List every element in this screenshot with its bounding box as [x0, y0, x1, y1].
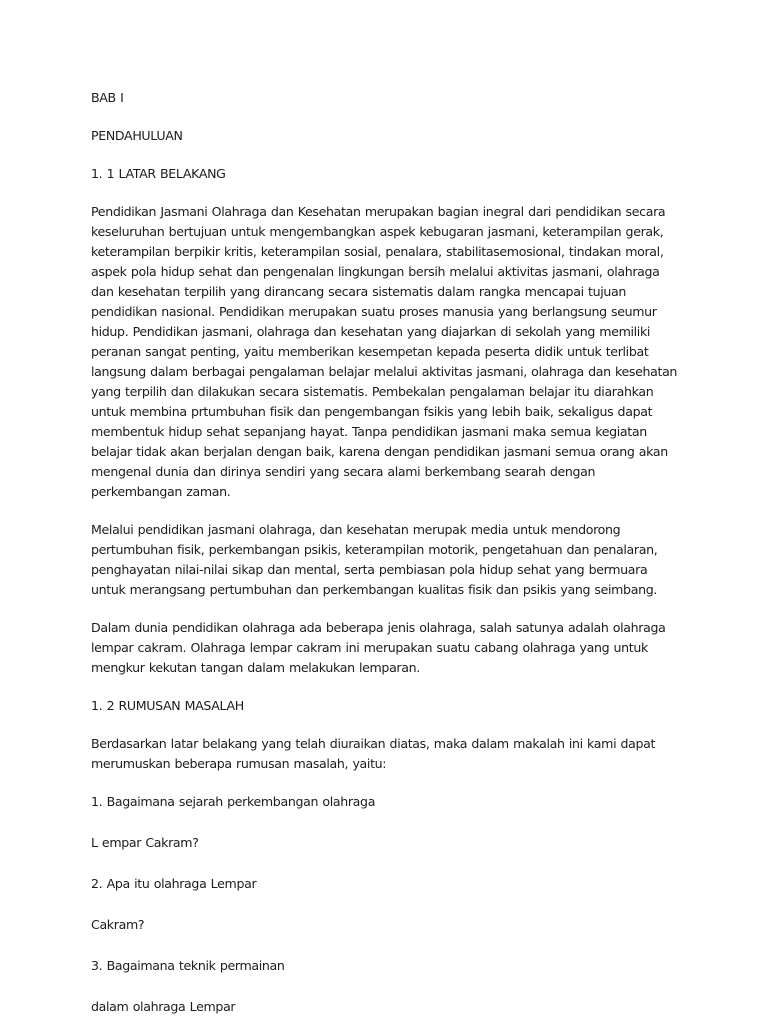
section-heading-latar-belakang: 1. 1 LATAR BELAKANG — [91, 166, 226, 181]
paragraph-latar-belakang-2: Melalui pendidikan jasmani olahraga, dan kesehatan merupak media untuk mendorong pertumbuhan fisik, perkembangan psikis, keterampilan motorik, pengetahuan dan penalaran, penghayatan nilai-nilai sikap dan mental, serta pembiasan pola hidup sehat yang bermuara untuk merangsang pertumbuhan dan perkembangan kualitas fisik dan psikis yang seimbang. — [91, 522, 658, 597]
section-heading-rumusan-masalah: 1. 2 RUMUSAN MASALAH — [91, 698, 244, 713]
list-line: Cakram? — [91, 917, 145, 932]
list-line: 3. Bagaimana teknik permainan — [91, 958, 285, 973]
list-line: 2. Apa itu olahraga Lempar — [91, 876, 257, 891]
list-line: 1. Bagaimana sejarah perkembangan olahraga — [91, 794, 376, 809]
document-body — [91, 88, 681, 1017]
paragraph-latar-belakang-1: Pendidikan Jasmani Olahraga dan Kesehatan merupakan bagian inegral dari pendidikan secara keseluruhan bertujuan untuk mengembangkan aspek kebugaran jasmani, keterampilan gerak, keterampilan berpikir kritis, keterampilan sosial, penalara, stabilitasemosional, tindakan moral, aspek pola hidup sehat dan pengenalan lingkungan bersih melalui aktivitas jasmani, olahraga dan kesehatan terpilih yang dirancang secara sistematis dalam rangka mencapai tujuan pendidikan nasional. Pendidikan merupakan suatu proses manusia yang berlangsung seumur hidup. Pendidikan jasmani, olahraga dan kesehatan yang diajarkan di sekolah yang memiliki peranan sangat penting, yaitu memberikan kesempetan kepada peserta didik untuk terlibat langsung dalam berbagai pengalaman belajar melalui aktivitas jasmani, olahraga dan kesehatan yang terpilih dan dilakukan secara sistematis. Pembekalan pengalaman belajar itu diarahkan untuk membina prtumbuhan fisik dan pengembangan fsikis yang lebih baik, sekaligus dapat membentuk hidup sehat sepanjang hayat. Tanpa pendidikan jasmani maka semua kegiatan belajar tidak akan berjalan dengan baik, karena dengan pendidikan jasmani semua orang akan mengenal dunia dan dirinya sendiri yang secara alami berkembang searah dengan perkembangan zaman. — [91, 204, 678, 499]
chapter-label: BAB I — [91, 90, 124, 105]
paragraph-latar-belakang-3: Dalam dunia pendidikan olahraga ada beberapa jenis olahraga, salah satunya adalah olahraga lempar cakram. Olahraga lempar cakram ini merupakan suatu cabang olahraga yang untuk mengkur kekutan tangan dalam melakukan lemparan. — [91, 620, 666, 675]
list-line: L empar Cakram? — [91, 835, 199, 850]
chapter-title: PENDAHULUAN — [91, 128, 183, 143]
list-line: dalam olahraga Lempar — [91, 999, 236, 1014]
paragraph-rumusan-masalah: Berdasarkan latar belakang yang telah diuraikan diatas, maka dalam makalah ini kami dapat merumuskan beberapa rumusan masalah, yaitu: — [91, 736, 656, 771]
